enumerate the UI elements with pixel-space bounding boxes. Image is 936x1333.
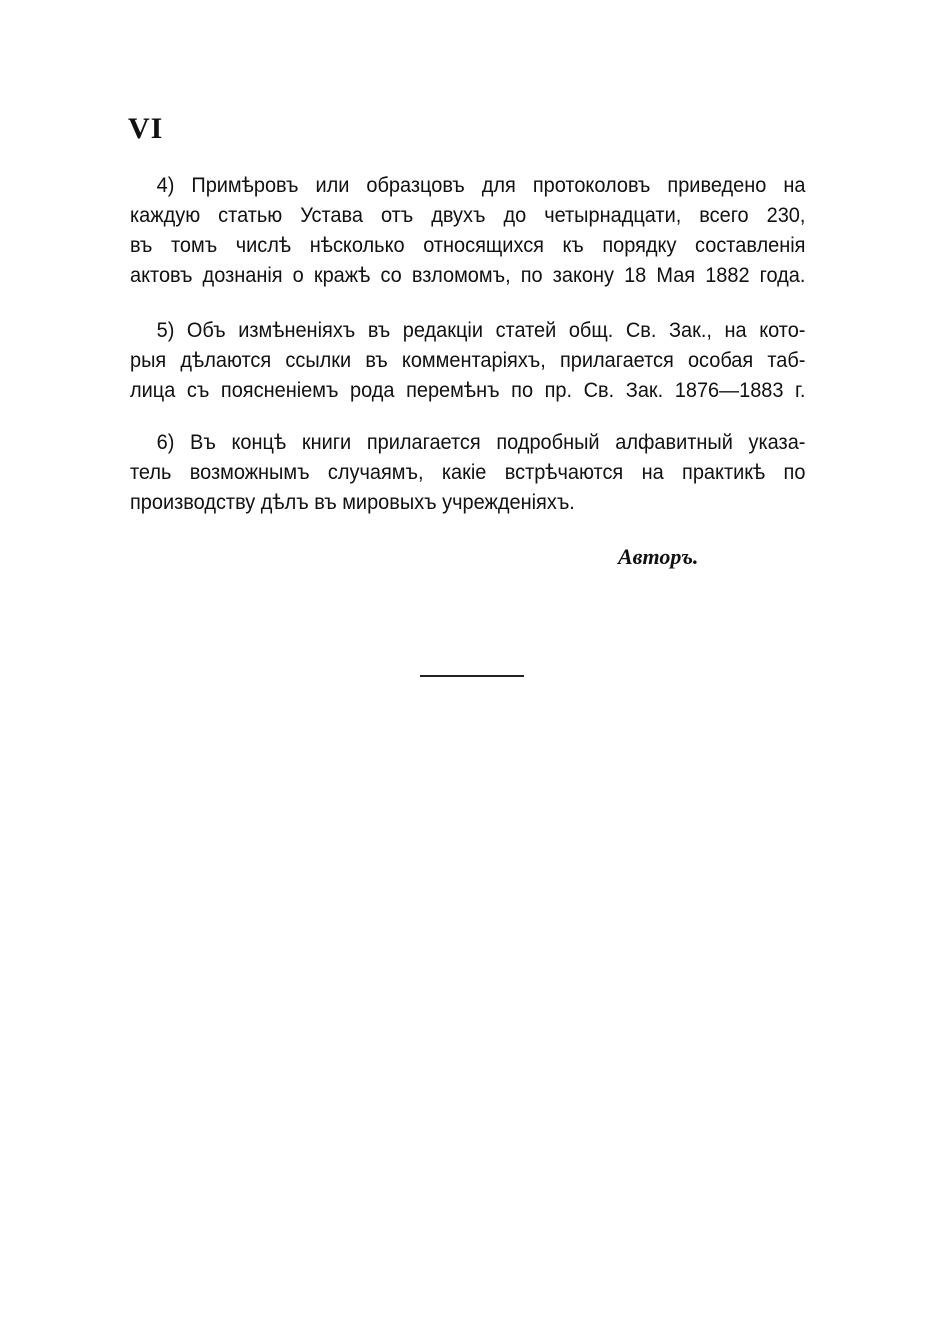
paragraph-5 [130,316,806,406]
text-line: 4) Примѣровъ или образцовъ для протоколовъ приведено на [156,174,806,197]
text-line: 6) Въ концѣ книги прилагается подробный алфавитный указа- [156,431,806,454]
text-line: каждую статью Устава отъ двухъ до четырнадцати, всего 230, [130,204,806,227]
text-line: 5) Объ измѣненіяхъ въ редакціи статей общ. Св. Зак., на кото- [156,319,806,342]
text-line: лица съ поясненіемъ рода перемѣнъ по пр. Св. Зак. 1876—1883 г. [130,379,806,402]
text-line: тель возможнымъ случаямъ, какіе встрѣчаются на практикѣ по [130,461,806,484]
author-signature: Авторъ. [618,544,699,569]
page-number: VI [128,112,164,145]
paragraph-4 [130,171,806,291]
section-divider [420,675,524,677]
text-line: рыя дѣлаются ссылки въ комментаріяхъ, прилагается особая таб- [130,349,806,372]
paragraph-6 [130,428,806,518]
text-line: въ томъ числѣ нѣсколько относящихся къ порядку составленія [130,234,806,257]
text-line: производству дѣлъ въ мировыхъ учрежденіяхъ. [130,491,575,514]
text-line: актовъ дознанія о кражѣ со взломомъ, по закону 18 Мая 1882 года. [130,264,806,287]
